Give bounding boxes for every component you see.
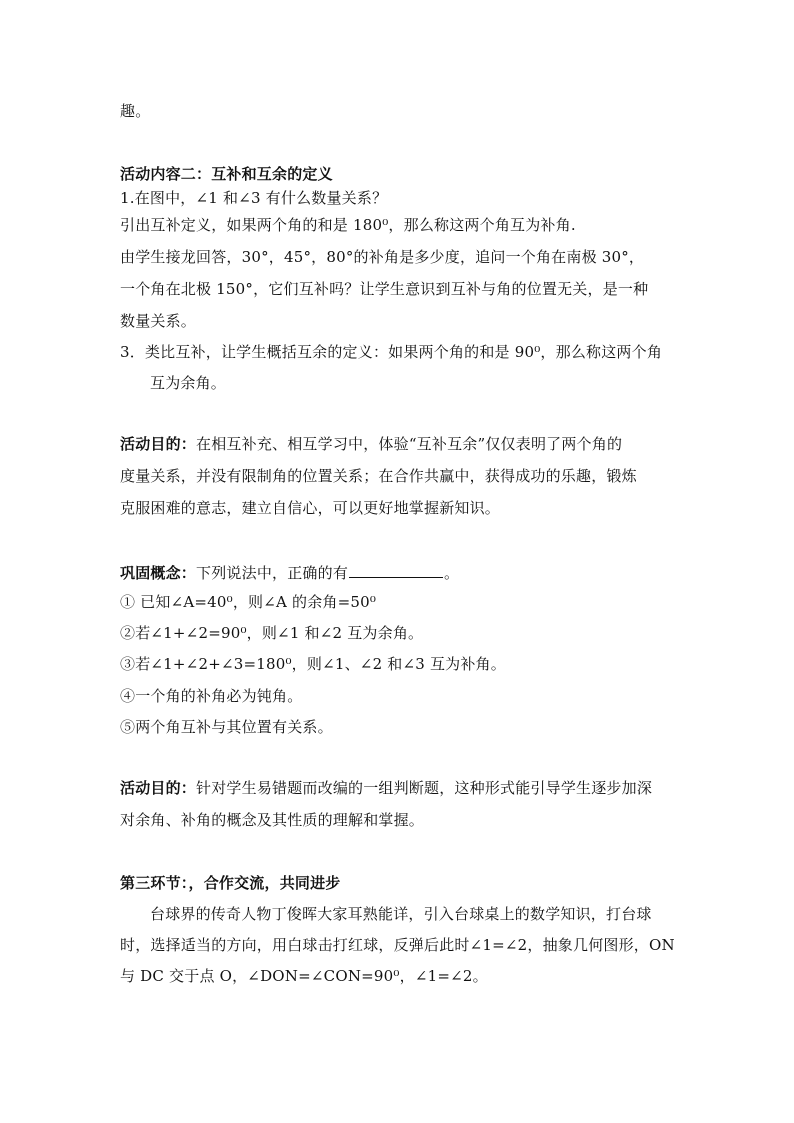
- text-line: 时，选择适当的方向，用白球击打红球，反弹后此时∠1=∠2，抽象几何图形，ON: [120, 936, 675, 954]
- option-2: ②若∠1+∠2=90⁰，则∠1 和∠2 互为余角。: [120, 624, 424, 642]
- question-end: 。: [444, 564, 460, 582]
- text-line: 趣。: [120, 102, 151, 120]
- consolidation-question: [120, 562, 459, 583]
- text-line: 一个角在北极 150°，它们互补吗？让学生意识到互补与角的位置无关，是一种: [120, 280, 649, 298]
- answer-blank[interactable]: [349, 562, 443, 578]
- option-3: ③若∠1+∠2+∠3=180⁰，则∠1、∠2 和∠3 互为补角。: [120, 655, 506, 673]
- section-heading-part-three: 第三环节：，合作交流，共同进步: [120, 874, 341, 892]
- activity-goal-paragraph-2: [120, 778, 652, 798]
- text-line: 台球界的传奇人物丁俊晖大家耳熟能详，引入台球桌上的数学知识，打台球: [150, 905, 652, 923]
- text-line: 互为余角。: [150, 374, 227, 392]
- question-text: 下列说法中，正确的有: [196, 564, 349, 582]
- consolidation-label: 巩固概念：: [120, 564, 197, 582]
- text-line: 3．类比互补，让学生概括互余的定义：如果两个角的和是 90⁰，那么称这两个角: [120, 343, 663, 361]
- text-line: 由学生接龙回答，30°，45°，80°的补角是多少度，追问一个角在南极 30°，: [120, 248, 645, 266]
- text-line: 引出互补定义，如果两个角的和是 180⁰，那么称这两个角互为补角.: [120, 216, 576, 234]
- section-heading-activity-two: 活动内容二：互补和互余的定义: [120, 165, 333, 183]
- option-4: ④一个角的补角必为钝角。: [120, 687, 303, 705]
- text-line: 度量关系，并没有限制角的位置关系；在合作共赢中，获得成功的乐趣，锻炼: [120, 467, 637, 485]
- activity-goal-label: 活动目的：: [120, 779, 197, 797]
- option-1: ① 已知∠A=40⁰，则∠A 的余角=50⁰: [120, 593, 377, 611]
- activity-goal-text: 在相互补充、相互学习中，体验“互补互余”仅仅表明了两个角的: [196, 435, 623, 453]
- text-line: 与 DC 交于点 O，∠DON=∠CON=90⁰，∠1=∠2。: [120, 967, 488, 985]
- text-line: 1.在图中，∠1 和∠3 有什么数量关系？: [120, 189, 388, 207]
- option-5: ⑤两个角互补与其位置有关系。: [120, 718, 333, 736]
- text-line: 数量关系。: [120, 312, 197, 330]
- text-line: 对余角、补角的概念及其性质的理解和掌握。: [120, 811, 425, 829]
- activity-goal-paragraph: [120, 434, 622, 454]
- activity-goal-label: 活动目的：: [120, 435, 197, 453]
- text-line: 克服困难的意志，建立自信心，可以更好地掌握新知识。: [120, 499, 501, 517]
- activity-goal-text: 针对学生易错题而改编的一组判断题，这种形式能引导学生逐步加深: [196, 779, 653, 797]
